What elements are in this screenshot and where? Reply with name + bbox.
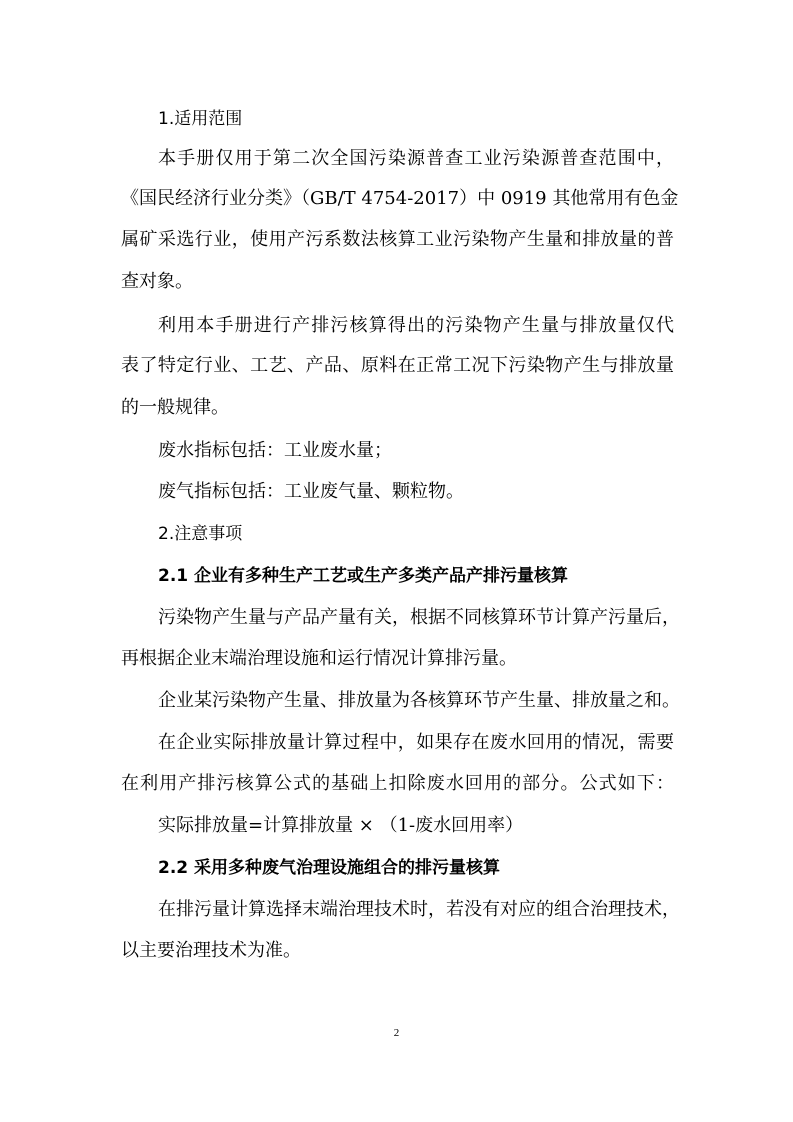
- section-2-heading: 2.注意事项: [158, 524, 243, 544]
- section-1-paragraph-1-line-3: 属矿采选行业，使用产污系数法核算工业污染物产生量和排放量的普: [121, 229, 674, 250]
- section-2-1-heading: 2.1 企业有多种生产工艺或生产多类产品产排污量核算: [158, 566, 569, 586]
- section-2-1-paragraph-3-line-2: 在利用产排污核算公式的基础上扣除废水回用的部分。公式如下：: [121, 773, 674, 794]
- section-2-2-heading: 2.2 采用多种废气治理设施组合的排污量核算: [158, 858, 501, 878]
- section-2-1-paragraph-3-line-1: 在企业实际排放量计算过程中，如果存在废水回用的情况，需要: [158, 732, 674, 753]
- section-1-heading: 1.适用范围: [158, 109, 243, 129]
- section-2-1-paragraph-1-line-1: 污染物产生量与产品产量有关，根据不同核算环节计算产污量后，: [158, 607, 680, 628]
- exhaust-indicators: 废气指标包括：工业废气量、颗粒物。: [158, 481, 464, 502]
- section-1-paragraph-1-line-4: 查对象。: [121, 271, 193, 292]
- section-1-paragraph-2-line-3: 的一般规律。: [121, 397, 229, 418]
- wastewater-indicators: 废水指标包括：工业废水量；: [158, 440, 392, 461]
- section-1-paragraph-1-line-1: 本手册仅用于第二次全国污染源普查工业污染源普查范围中，: [158, 148, 674, 169]
- section-1-paragraph-2-line-2: 表了特定行业、工艺、产品、原料在正常工况下污染物产生与排放量: [121, 355, 674, 376]
- formula: 实际排放量=计算排放量 × （1-废水回用率）: [158, 815, 524, 836]
- section-1-paragraph-1-line-2: 《国民经济行业分类》（GB/T 4754-2017）中 0919 其他常用有色金: [121, 188, 679, 209]
- section-2-1-paragraph-2: 企业某污染物产生量、排放量为各核算环节产生量、排放量之和。: [158, 690, 680, 711]
- section-1-paragraph-2-line-1: 利用本手册进行产排污核算得出的污染物产生量与排放量仅代: [158, 315, 674, 336]
- section-2-2-paragraph-1-line-2: 以主要治理技术为准。: [121, 940, 301, 961]
- page-number: 2: [393, 1027, 400, 1039]
- section-2-1-paragraph-1-line-2: 再根据企业末端治理设施和运行情况计算排污量。: [121, 648, 517, 669]
- section-2-2-paragraph-1-line-1: 在排污量计算选择末端治理技术时，若没有对应的组合治理技术，: [158, 899, 680, 920]
